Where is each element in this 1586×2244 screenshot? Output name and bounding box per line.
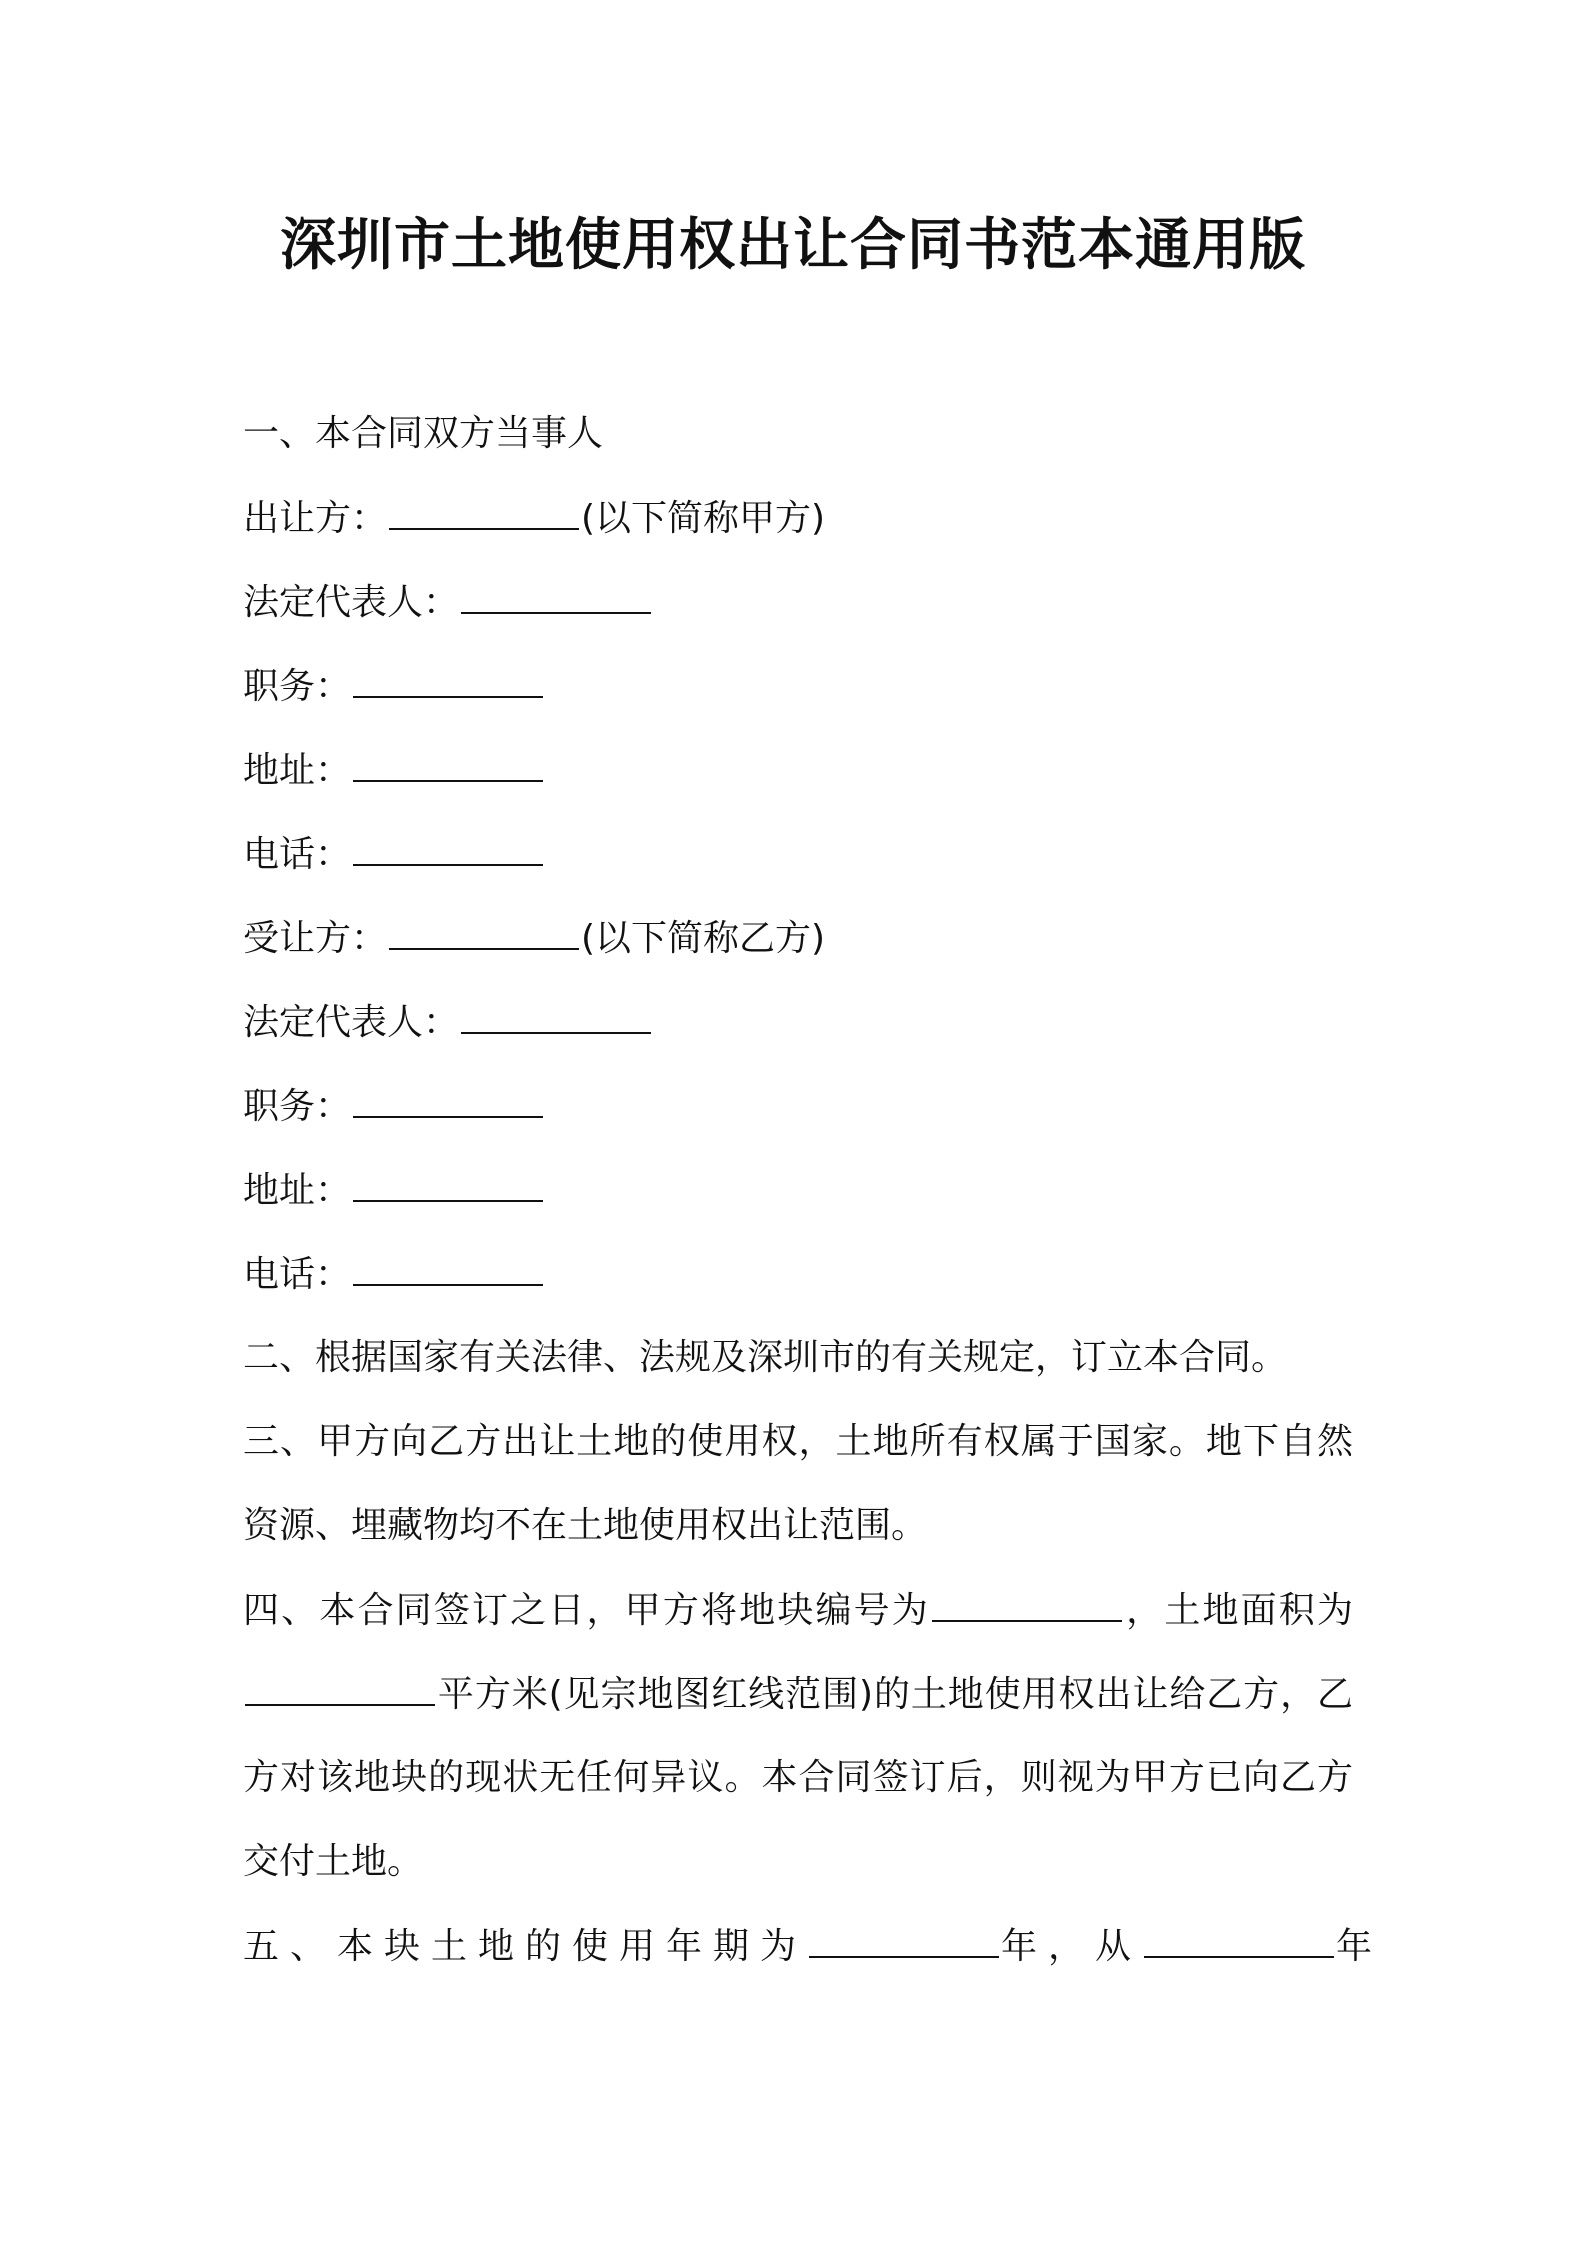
grantee-position-blank[interactable] bbox=[353, 1078, 543, 1118]
grantor-line: 出让方： (以下简称甲方) bbox=[243, 490, 1353, 546]
section-3-text-line-1: 三、甲方向乙方出让土地的使用权，土地所有权属于国家。地下自然 bbox=[243, 1421, 1353, 1462]
grantee-position-line: 职务： bbox=[243, 1078, 1353, 1134]
grantee-phone-blank[interactable] bbox=[353, 1246, 543, 1286]
grantor-phone-blank[interactable] bbox=[353, 826, 543, 866]
use-term-years-blank[interactable] bbox=[809, 1918, 999, 1958]
grantor-address-blank[interactable] bbox=[353, 742, 543, 782]
grantor-legal-rep-line: 法定代表人： bbox=[243, 574, 1353, 630]
grantee-phone-line: 电话： bbox=[243, 1246, 1353, 1302]
section-4-text-line-1: 四、本合同签订之日，甲方将地块编号为 ，土地面积为 bbox=[243, 1582, 1353, 1638]
grantee-legal-rep-line: 法定代表人： bbox=[243, 994, 1353, 1050]
section-5-text-line-1: 五、本块土地的使用年期为 年，从 年 bbox=[243, 1918, 1353, 1974]
grantor-position-blank[interactable] bbox=[353, 658, 543, 698]
section-4-text-line-2: 平方米(见宗地图红线范围)的土地使用权出让给乙方，乙 bbox=[243, 1666, 1353, 1722]
grantor-position-line: 职务： bbox=[243, 658, 1353, 714]
section-3-text-line-2: 资源、埋藏物均不在土地使用权出让范围。 bbox=[243, 1505, 928, 1546]
grantee-address-line: 地址： bbox=[243, 1162, 1353, 1218]
section-4-text-line-3: 方对该地块的现状无任何异议。本合同签订后，则视为甲方已向乙方 bbox=[243, 1757, 1353, 1798]
grantor-blank[interactable] bbox=[389, 490, 579, 530]
grantor-address-line: 地址： bbox=[243, 742, 1353, 798]
plot-number-blank[interactable] bbox=[932, 1582, 1122, 1622]
section-4-text-line-4: 交付土地。 bbox=[243, 1841, 424, 1882]
grantor-legal-rep-blank[interactable] bbox=[461, 574, 651, 614]
grantee-blank[interactable] bbox=[389, 910, 579, 950]
start-year-blank[interactable] bbox=[1144, 1918, 1334, 1958]
grantee-address-blank[interactable] bbox=[353, 1162, 543, 1202]
document-title: 深圳市土地使用权出让合同书范本通用版 bbox=[280, 213, 1306, 278]
grantor-phone-line: 电话： bbox=[243, 826, 1353, 882]
section-1-heading: 一、本合同双方当事人 bbox=[243, 413, 604, 454]
section-2-text: 二、根据国家有关法律、法规及深圳市的有关规定，订立本合同。 bbox=[243, 1337, 1288, 1378]
land-area-blank[interactable] bbox=[245, 1666, 435, 1706]
grantee-legal-rep-blank[interactable] bbox=[461, 994, 651, 1034]
grantee-line: 受让方： (以下简称乙方) bbox=[243, 910, 1353, 966]
